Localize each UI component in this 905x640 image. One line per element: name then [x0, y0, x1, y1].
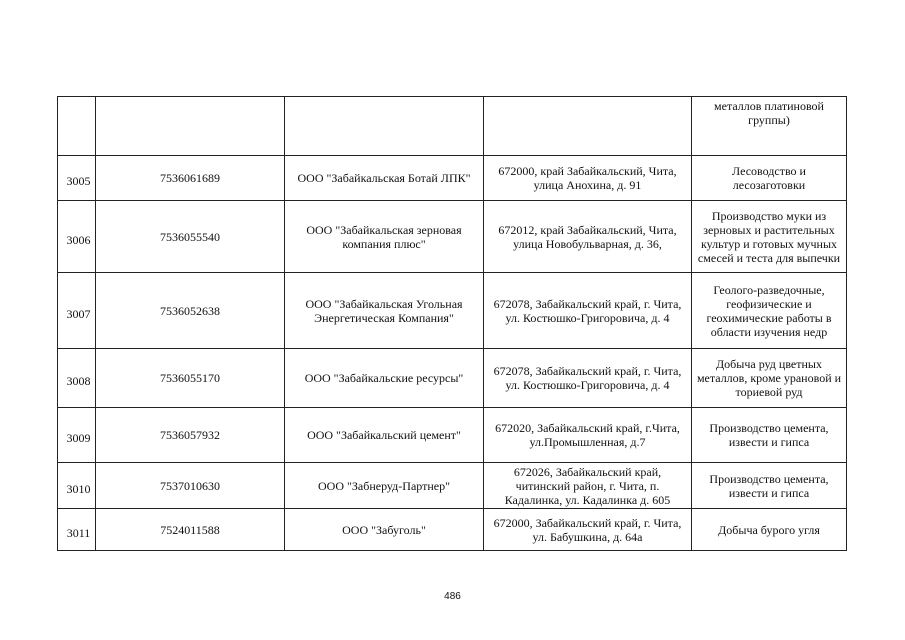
row-number: 3007: [58, 273, 96, 349]
inn-cell: 7524011588: [96, 509, 285, 551]
table-row: [58, 463, 847, 509]
row-number: 3008: [58, 349, 96, 408]
address-cell: 672020, Забайкальский край, г.Чита, ул.Промышленная, д.7: [484, 408, 692, 463]
table-row: [58, 349, 847, 408]
table-row: [58, 408, 847, 463]
inn-cell: 7537010630: [96, 463, 285, 509]
activity-cell: металлов платиновой группы): [692, 97, 847, 156]
address-cell: 672026, Забайкальский край, читинский район, г. Чита, п. Кадалинка, ул. Кадалинка д. 605: [484, 463, 692, 509]
row-number: 3011: [58, 509, 96, 551]
activity-cell: Производство цемента, извести и гипса: [692, 408, 847, 463]
company-name-cell: ООО "Забуголь": [285, 509, 484, 551]
address-cell: 672000, край Забайкальский, Чита, улица Анохина, д. 91: [484, 156, 692, 201]
inn-cell: 7536057932: [96, 408, 285, 463]
address-cell: 672078, Забайкальский край, г. Чита, ул. Костюшко-Григоровича, д. 4: [484, 349, 692, 408]
table-row: [58, 156, 847, 201]
page-number: 486: [444, 591, 461, 602]
row-number: 3006: [58, 201, 96, 273]
inn-cell: 7536052638: [96, 273, 285, 349]
activity-cell: Лесоводство и лесозаготовки: [692, 156, 847, 201]
table-row: [58, 201, 847, 273]
activity-cell: Добыча бурого угля: [692, 509, 847, 551]
activity-cell: Производство муки из зерновых и растительных культур и готовых мучных смесей и теста для выпечки: [692, 201, 847, 273]
row-number: 3009: [58, 408, 96, 463]
inn-cell: 7536055170: [96, 349, 285, 408]
company-name-cell: ООО "Забайкальская Угольная Энергетическая Компания": [285, 273, 484, 349]
table-row: [58, 97, 847, 156]
company-name-cell: ООО "Забайкальская зерновая компания плюс": [285, 201, 484, 273]
inn-cell: 7536055540: [96, 201, 285, 273]
address-cell: 672000, Забайкальский край, г. Чита, ул. Бабушкина, д. 64а: [484, 509, 692, 551]
inn-cell: 7536061689: [96, 156, 285, 201]
company-name-cell: ООО "Забайкальская Ботай ЛПК": [285, 156, 484, 201]
registry-table: [57, 96, 847, 551]
company-name-cell: ООО "Забнеруд-Партнер": [285, 463, 484, 509]
row-number: 3005: [58, 156, 96, 201]
table-row: [58, 509, 847, 551]
row-number: 3010: [58, 463, 96, 509]
table-row: [58, 273, 847, 349]
activity-cell: Геолого-разведочные, геофизические и геохимические работы в области изучения недр: [692, 273, 847, 349]
address-cell: 672078, Забайкальский край, г. Чита, ул. Костюшко-Григоровича, д. 4: [484, 273, 692, 349]
company-name-cell: ООО "Забайкальский цемент": [285, 408, 484, 463]
activity-cell: Производство цемента, извести и гипса: [692, 463, 847, 509]
company-name-cell: ООО "Забайкальские ресурсы": [285, 349, 484, 408]
address-cell: 672012, край Забайкальский, Чита, улица Новобульварная, д. 36,: [484, 201, 692, 273]
activity-cell: Добыча руд цветных металлов, кроме урановой и ториевой руд: [692, 349, 847, 408]
